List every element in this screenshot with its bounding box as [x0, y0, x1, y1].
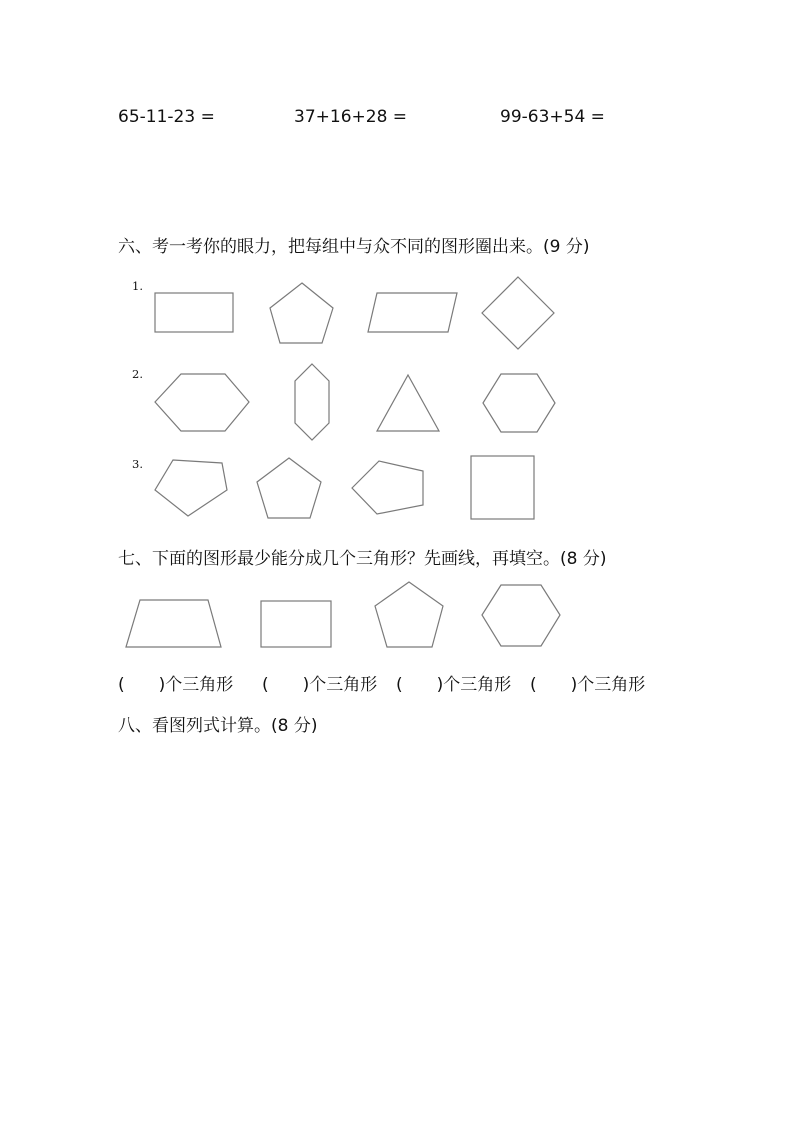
answer-blank-3[interactable]: ( )个三角形: [396, 675, 512, 695]
row-label-1: 1.: [132, 279, 143, 293]
row2-tall-hexagon[interactable]: [295, 364, 329, 440]
arithmetic-expression-3: 99-63+54 =: [500, 107, 605, 127]
sec7-hexagon[interactable]: [482, 585, 560, 646]
answer-blank-2[interactable]: ( )个三角形: [262, 675, 378, 695]
row3-square[interactable]: [471, 456, 534, 519]
row2-regular-hexagon[interactable]: [483, 374, 555, 432]
row3-irregular-pentagon-b[interactable]: [352, 461, 423, 514]
row1-diamond[interactable]: [482, 277, 554, 349]
row2-wide-hexagon[interactable]: [155, 374, 249, 431]
row3-regular-pentagon[interactable]: [257, 458, 321, 518]
sec7-rectangle[interactable]: [261, 601, 331, 647]
row2-triangle[interactable]: [377, 375, 439, 431]
answer-blank-4[interactable]: ( )个三角形: [530, 675, 646, 695]
arithmetic-expression-2: 37+16+28 =: [294, 107, 408, 127]
sec7-trapezoid[interactable]: [126, 600, 221, 647]
row1-rectangle[interactable]: [155, 293, 233, 332]
row-label-3: 3.: [132, 457, 143, 471]
arithmetic-expression-1: 65-11-23 =: [118, 107, 215, 127]
row3-irregular-pentagon-a[interactable]: [155, 460, 227, 516]
section-7-title: 七、下面的图形最少能分成几个三角形？先画线，再填空。(8 分): [118, 549, 607, 569]
sec7-pentagon[interactable]: [375, 582, 443, 647]
answer-blank-1[interactable]: ( )个三角形: [118, 675, 234, 695]
row1-parallelogram[interactable]: [368, 293, 457, 332]
row-label-2: 2.: [132, 367, 143, 381]
row1-pentagon[interactable]: [270, 283, 333, 343]
section-6-title: 六、考一考你的眼力，把每组中与众不同的图形圈出来。(9 分): [118, 237, 590, 257]
section-8-title: 八、看图列式计算。(8 分): [118, 716, 318, 736]
